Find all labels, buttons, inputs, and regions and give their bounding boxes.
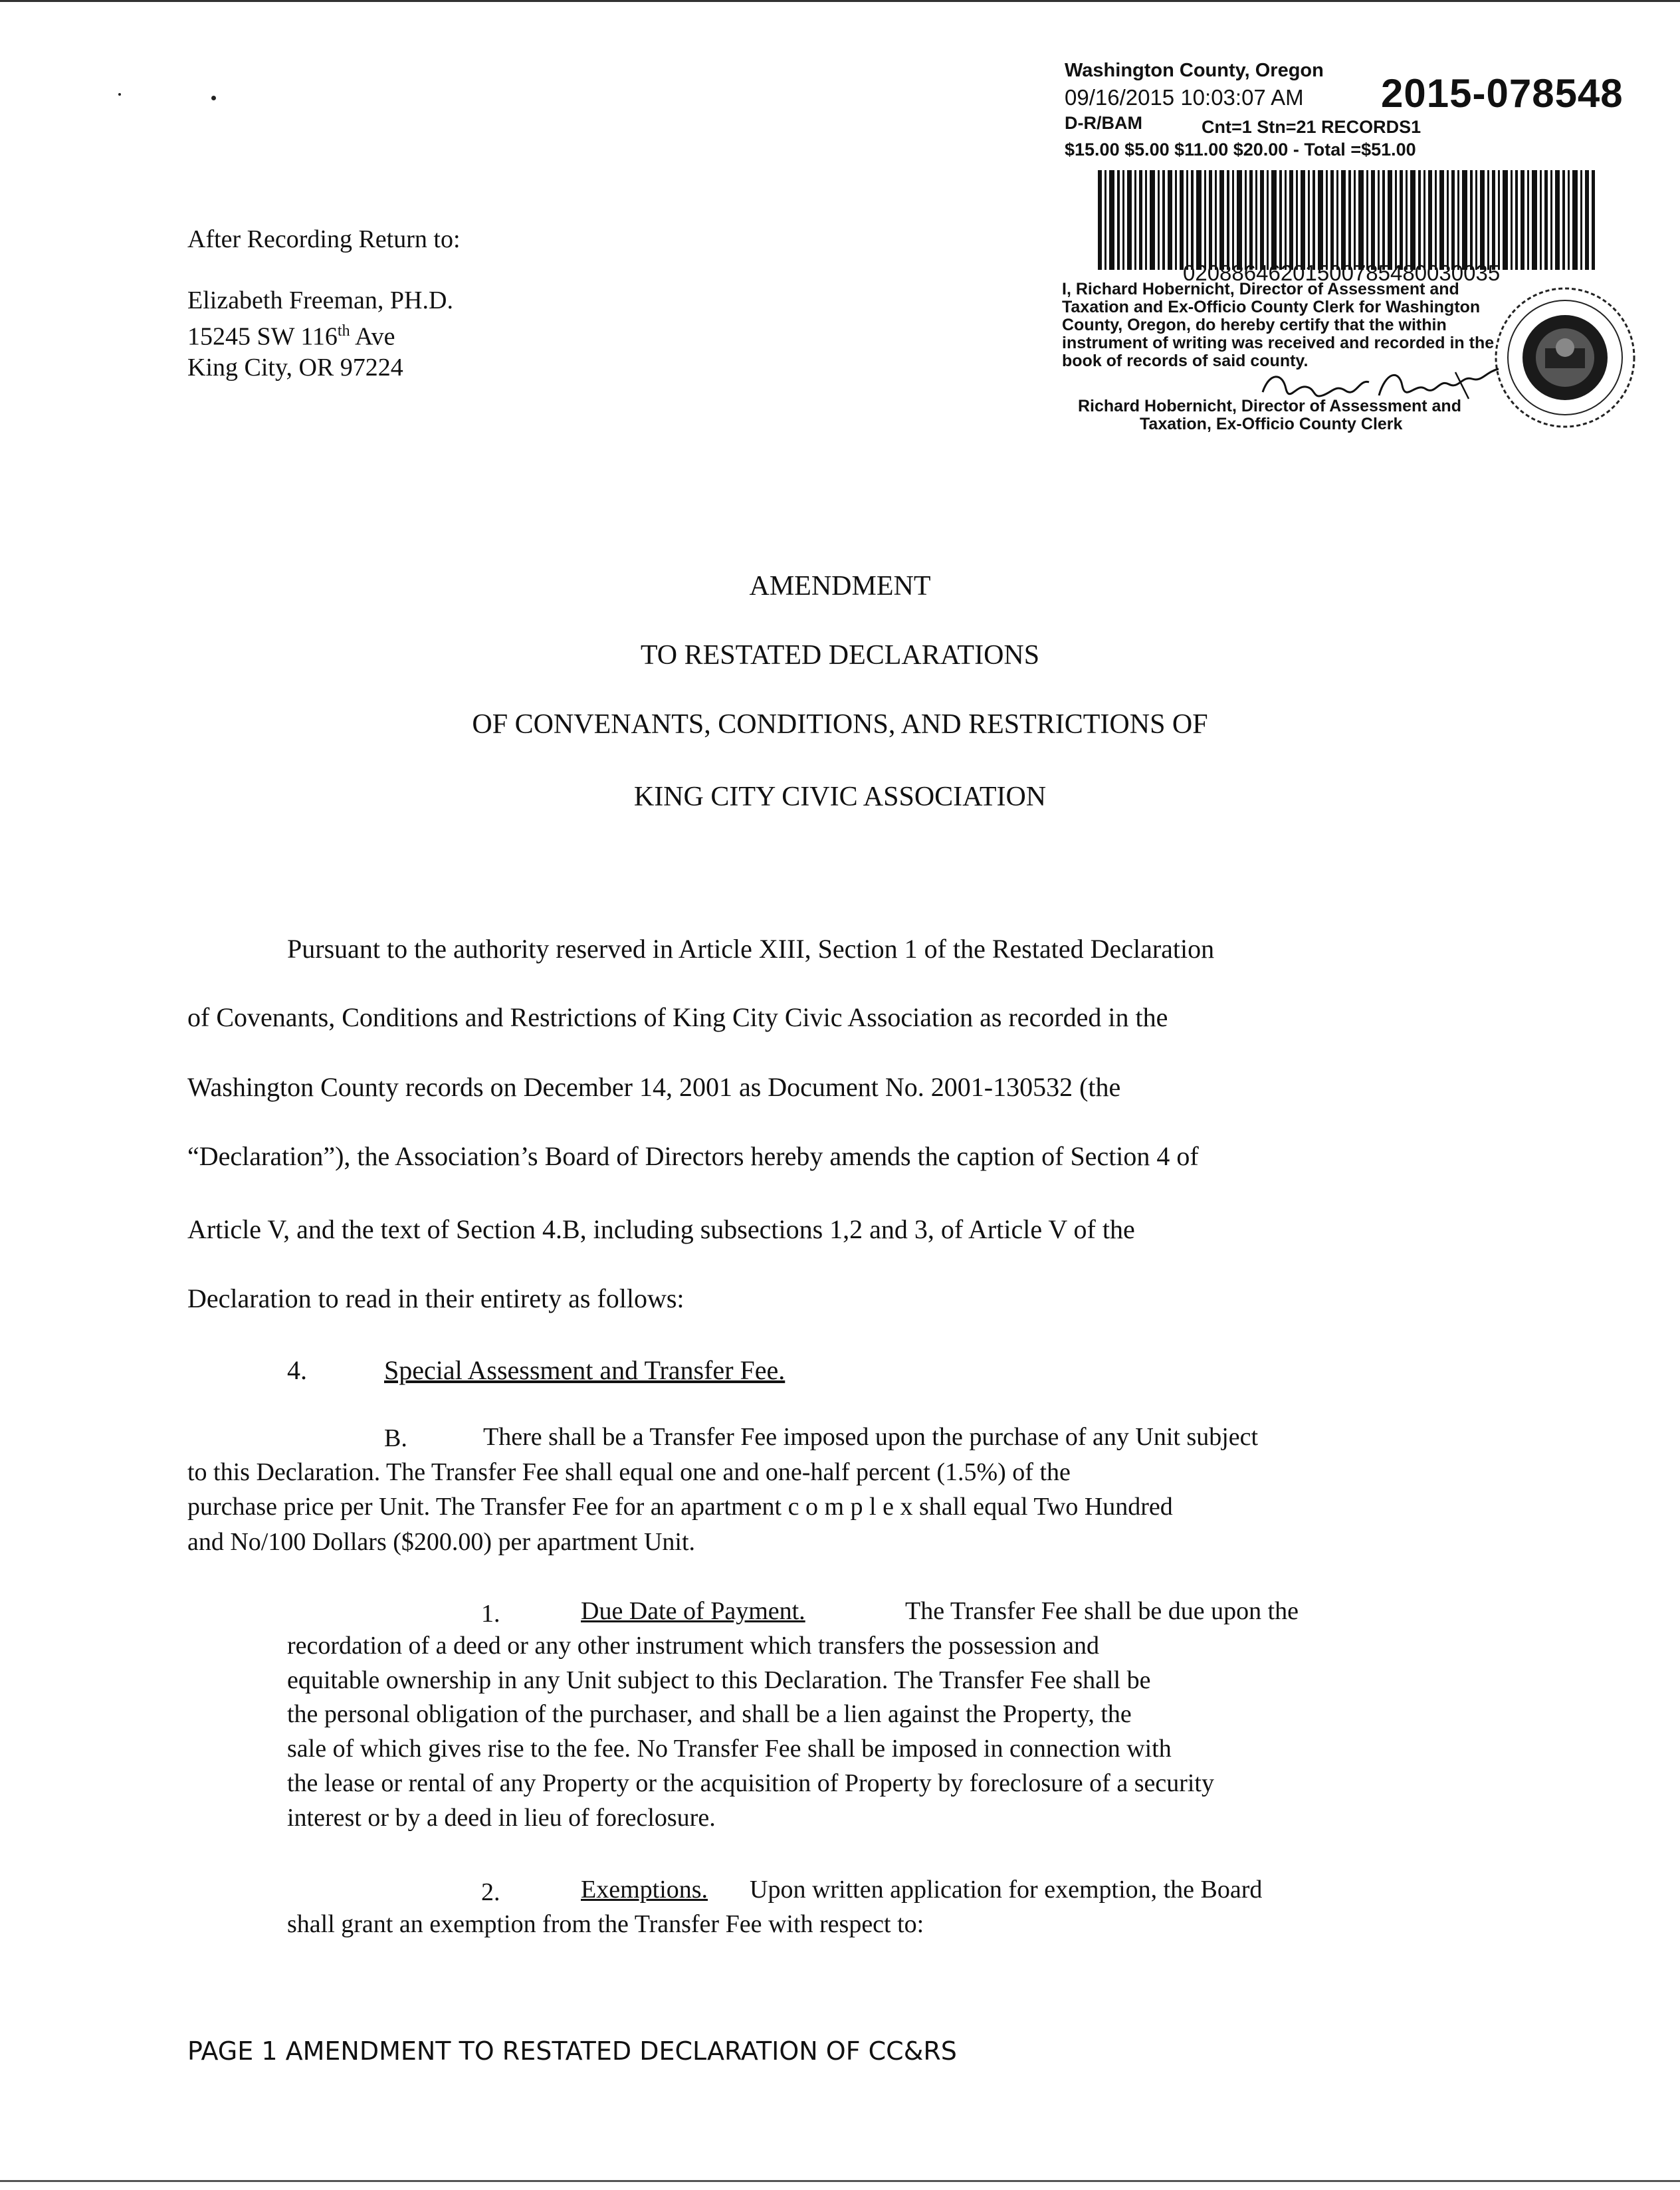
subsection-1-line: equitable ownership in any Unit subject to this Declaration. The Transfer Fee shall be bbox=[287, 1666, 1151, 1694]
section-b-line: purchase price per Unit. The Transfer Fee for an apartment c o m p l e x shall equal Two Hundred bbox=[187, 1493, 1173, 1521]
subsection-1-line: sale of which gives rise to the fee. No Transfer Fee shall be imposed in connection with bbox=[287, 1735, 1172, 1763]
title-line-1: AMENDMENT bbox=[749, 571, 931, 602]
cert-line: County, Oregon, do hereby certify that the within bbox=[1062, 316, 1447, 334]
signer-line: Taxation, Ex-Officio County Clerk bbox=[1140, 415, 1403, 433]
subsection-2-heading: Exemptions. bbox=[581, 1876, 708, 1904]
page-footer: PAGE 1 AMENDMENT TO RESTATED DECLARATION OF CC&RS bbox=[187, 2036, 957, 2066]
signer-line: Richard Hobernicht, Director of Assessment and bbox=[1078, 397, 1461, 415]
section-b-line: and No/100 Dollars ($200.00) per apartment Unit. bbox=[187, 1528, 696, 1556]
cert-line: Taxation and Ex-Officio County Clerk for Washington bbox=[1062, 298, 1481, 316]
scan-speck bbox=[118, 93, 121, 96]
stamp-code: D-R/BAM bbox=[1065, 113, 1142, 133]
scan-speck bbox=[211, 96, 216, 100]
county-seal-icon bbox=[1492, 284, 1638, 431]
subsection-1-line: interest or by a deed in lieu of foreclosure. bbox=[287, 1804, 716, 1832]
barcode bbox=[1098, 170, 1596, 270]
scan-top-edge bbox=[0, 0, 1680, 2]
section-4-number: 4. bbox=[287, 1355, 307, 1385]
section-b-line: There shall be a Transfer Fee imposed upon the purchase of any Unit subject bbox=[483, 1423, 1259, 1451]
cert-line: I, Richard Hobernicht, Director of Assessment and bbox=[1062, 280, 1459, 298]
title-line-2: TO RESTATED DECLARATIONS bbox=[640, 640, 1040, 671]
document-number: 2015-078548 bbox=[1381, 71, 1624, 116]
intro-line: “Declaration”), the Association’s Board of Directors hereby amends the caption of Section 4 of bbox=[187, 1141, 1199, 1171]
title-line-4: KING CITY CIVIC ASSOCIATION bbox=[633, 782, 1047, 812]
return-to-city: King City, OR 97224 bbox=[187, 353, 403, 382]
return-to-street: 15245 SW 116th Ave bbox=[187, 322, 395, 351]
title-line-3: OF CONVENANTS, CONDITIONS, AND RESTRICTIONS OF bbox=[472, 709, 1208, 740]
subsection-2-number: 2. bbox=[481, 1878, 500, 1906]
cert-line: book of records of said county. bbox=[1062, 352, 1309, 370]
stamp-county: Washington County, Oregon bbox=[1065, 60, 1324, 81]
intro-line: Declaration to read in their entirety as follows: bbox=[187, 1283, 684, 1313]
subsection-1-heading: Due Date of Payment. bbox=[581, 1597, 805, 1625]
intro-line: Article V, and the text of Section 4.B, including subsections 1,2 and 3, of Article V of the bbox=[187, 1214, 1135, 1244]
subsection-2-line: shall grant an exemption from the Transfer Fee with respect to: bbox=[287, 1910, 924, 1938]
subsection-1-line: recordation of a deed or any other instrument which transfers the possession and bbox=[287, 1632, 1099, 1660]
return-to-name: Elizabeth Freeman, PH.D. bbox=[187, 286, 453, 314]
intro-line: Washington County records on December 14, 2001 as Document No. 2001-130532 (the bbox=[187, 1072, 1121, 1102]
cert-line: instrument of writing was received and recorded in the bbox=[1062, 334, 1495, 352]
section-b-label: B. bbox=[384, 1424, 407, 1452]
stamp-fees: $15.00 $5.00 $11.00 $20.00 - Total =$51.00 bbox=[1065, 140, 1416, 160]
subsection-1-number: 1. bbox=[481, 1600, 500, 1628]
subsection-1-line: The Transfer Fee shall be due upon the bbox=[905, 1597, 1299, 1625]
return-to-heading: After Recording Return to: bbox=[187, 225, 461, 253]
subsection-2-line: Upon written application for exemption, the Board bbox=[750, 1876, 1263, 1904]
section-4-heading: Special Assessment and Transfer Fee. bbox=[384, 1355, 786, 1385]
stamp-counts: Cnt=1 Stn=21 RECORDS1 bbox=[1202, 117, 1421, 137]
intro-line: of Covenants, Conditions and Restrictions of King City Civic Association as recorded in the bbox=[187, 1002, 1168, 1032]
subsection-1-line: the lease or rental of any Property or the acquisition of Property by foreclosure of a security bbox=[287, 1769, 1214, 1797]
scan-bottom-edge bbox=[0, 2180, 1680, 2182]
stamp-datetime: 09/16/2015 10:03:07 AM bbox=[1065, 85, 1304, 110]
barcode-number: 02088646201500785480030035 bbox=[1183, 261, 1501, 285]
subsection-1-line: the personal obligation of the purchaser, and shall be a lien against the Property, the bbox=[287, 1700, 1132, 1728]
return-to-block bbox=[187, 224, 461, 383]
intro-line: Pursuant to the authority reserved in Article XIII, Section 1 of the Restated Declaration bbox=[287, 934, 1215, 964]
section-b-line: to this Declaration. The Transfer Fee shall equal one and one-half percent (1.5%) of the bbox=[187, 1458, 1071, 1486]
